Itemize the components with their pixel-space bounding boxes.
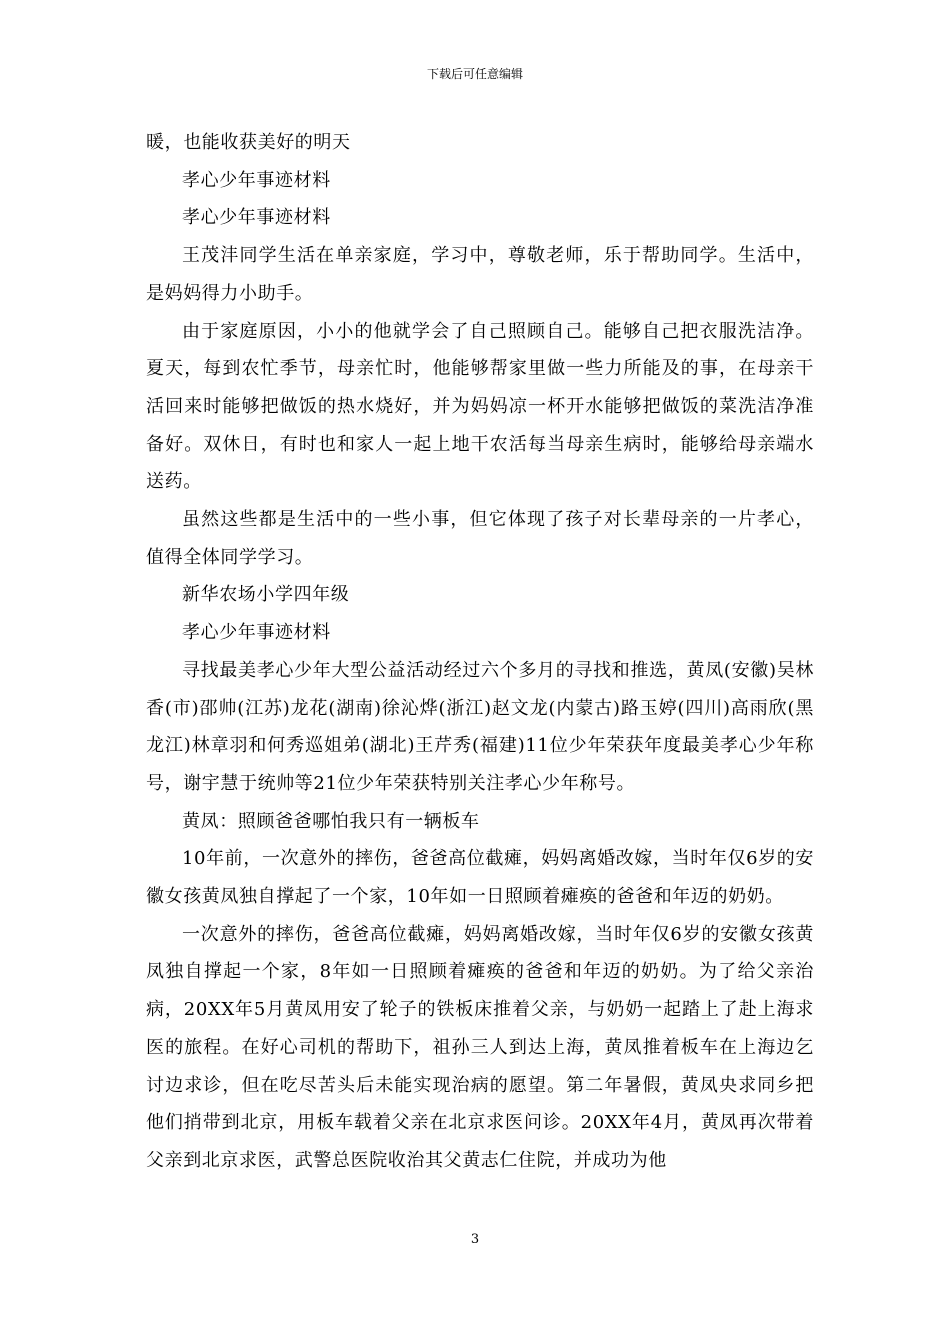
paragraph: 一次意外的摔伤，爸爸高位截瘫，妈妈离婚改嫁，当时年仅6岁的安徽女孩黄凤独自撑起一个家，8年如一日照顾着瘫痪的爸爸和年迈的奶奶。为了给父亲治病，20XX年5月黄凤用安了轮子的铁板床推着父亲，与奶奶一起踏上了赴上海求医的旅程。在好心司机的帮助下，祖孙三人到达上海，黄凤推着板车在上海边乞讨边求诊，但在吃尽苦头后未能实现治病的愿望。第二年暑假，黄凤央求同乡把他们捎带到北京，用板车载着父亲在北京求医问诊。20XX年4月，黄凤再次带着父亲到北京求医，武警总医院收治其父黄志仁住院，并成功为他 — [146, 923, 814, 1171]
paragraph: 由于家庭原因，小小的他就学会了自己照顾自己。能够自己把衣服洗洁净。夏天，每到农忙季节，母亲忙时，他能够帮家里做一些力所能及的事，在母亲干活回来时能够把做饭的热水烧好，并为妈妈凉一杯开水能够把做饭的菜洗洁净准备好。双休日，有时也和家人一起上地干农活每当母亲生病时，能够给母亲端水送药。 — [146, 320, 814, 493]
page-header: 下载后可任意编辑 — [426, 67, 523, 81]
paragraph: 虽然这些都是生活中的一些小事，但它体现了孩子对长辈母亲的一片孝心，值得全体同学学习。 — [146, 509, 814, 568]
paragraph-heading: 孝心少年事迹材料 — [182, 622, 331, 644]
paragraph-heading: 孝心少年事迹材料 — [182, 207, 331, 229]
paragraph: 王茂沣同学生活在单亲家庭，学习中，尊敬老师，乐于帮助同学。生活中，是妈妈得力小助手。 — [146, 245, 814, 304]
paragraph-continuation: 暖，也能收获美好的明天 — [146, 132, 351, 153]
document-body — [146, 124, 814, 1180]
paragraph-subheading: 黄凤：照顾爸爸哪怕我只有一辆板车 — [182, 810, 480, 832]
paragraph: 寻找最美孝心少年大型公益活动经过六个多月的寻找和推选，黄凤(安徽)吴林香(市)邵帅(江苏)龙花(湖南)徐沁烨(浙江)赵文龙(内蒙古)路玉婷(四川)高雨欣(黑龙江)林章羽和何秀巡姐弟(湖北)王芹秀(福建)11位少年荣获年度最美孝心少年称号，谢宇慧于统帅等21位少年荣获特别关注孝心少年称号。 — [146, 659, 814, 794]
paragraph-heading: 孝心少年事迹材料 — [182, 169, 331, 191]
page-number: 3 — [470, 1232, 480, 1247]
paragraph-signature: 新华农场小学四年级 — [182, 584, 350, 606]
paragraph: 10年前，一次意外的摔伤，爸爸高位截瘫，妈妈离婚改嫁，当时年仅6岁的安徽女孩黄凤独自撑起了一个家，10年如一日照顾着瘫痪的爸爸和年迈的奶奶。 — [146, 848, 814, 908]
